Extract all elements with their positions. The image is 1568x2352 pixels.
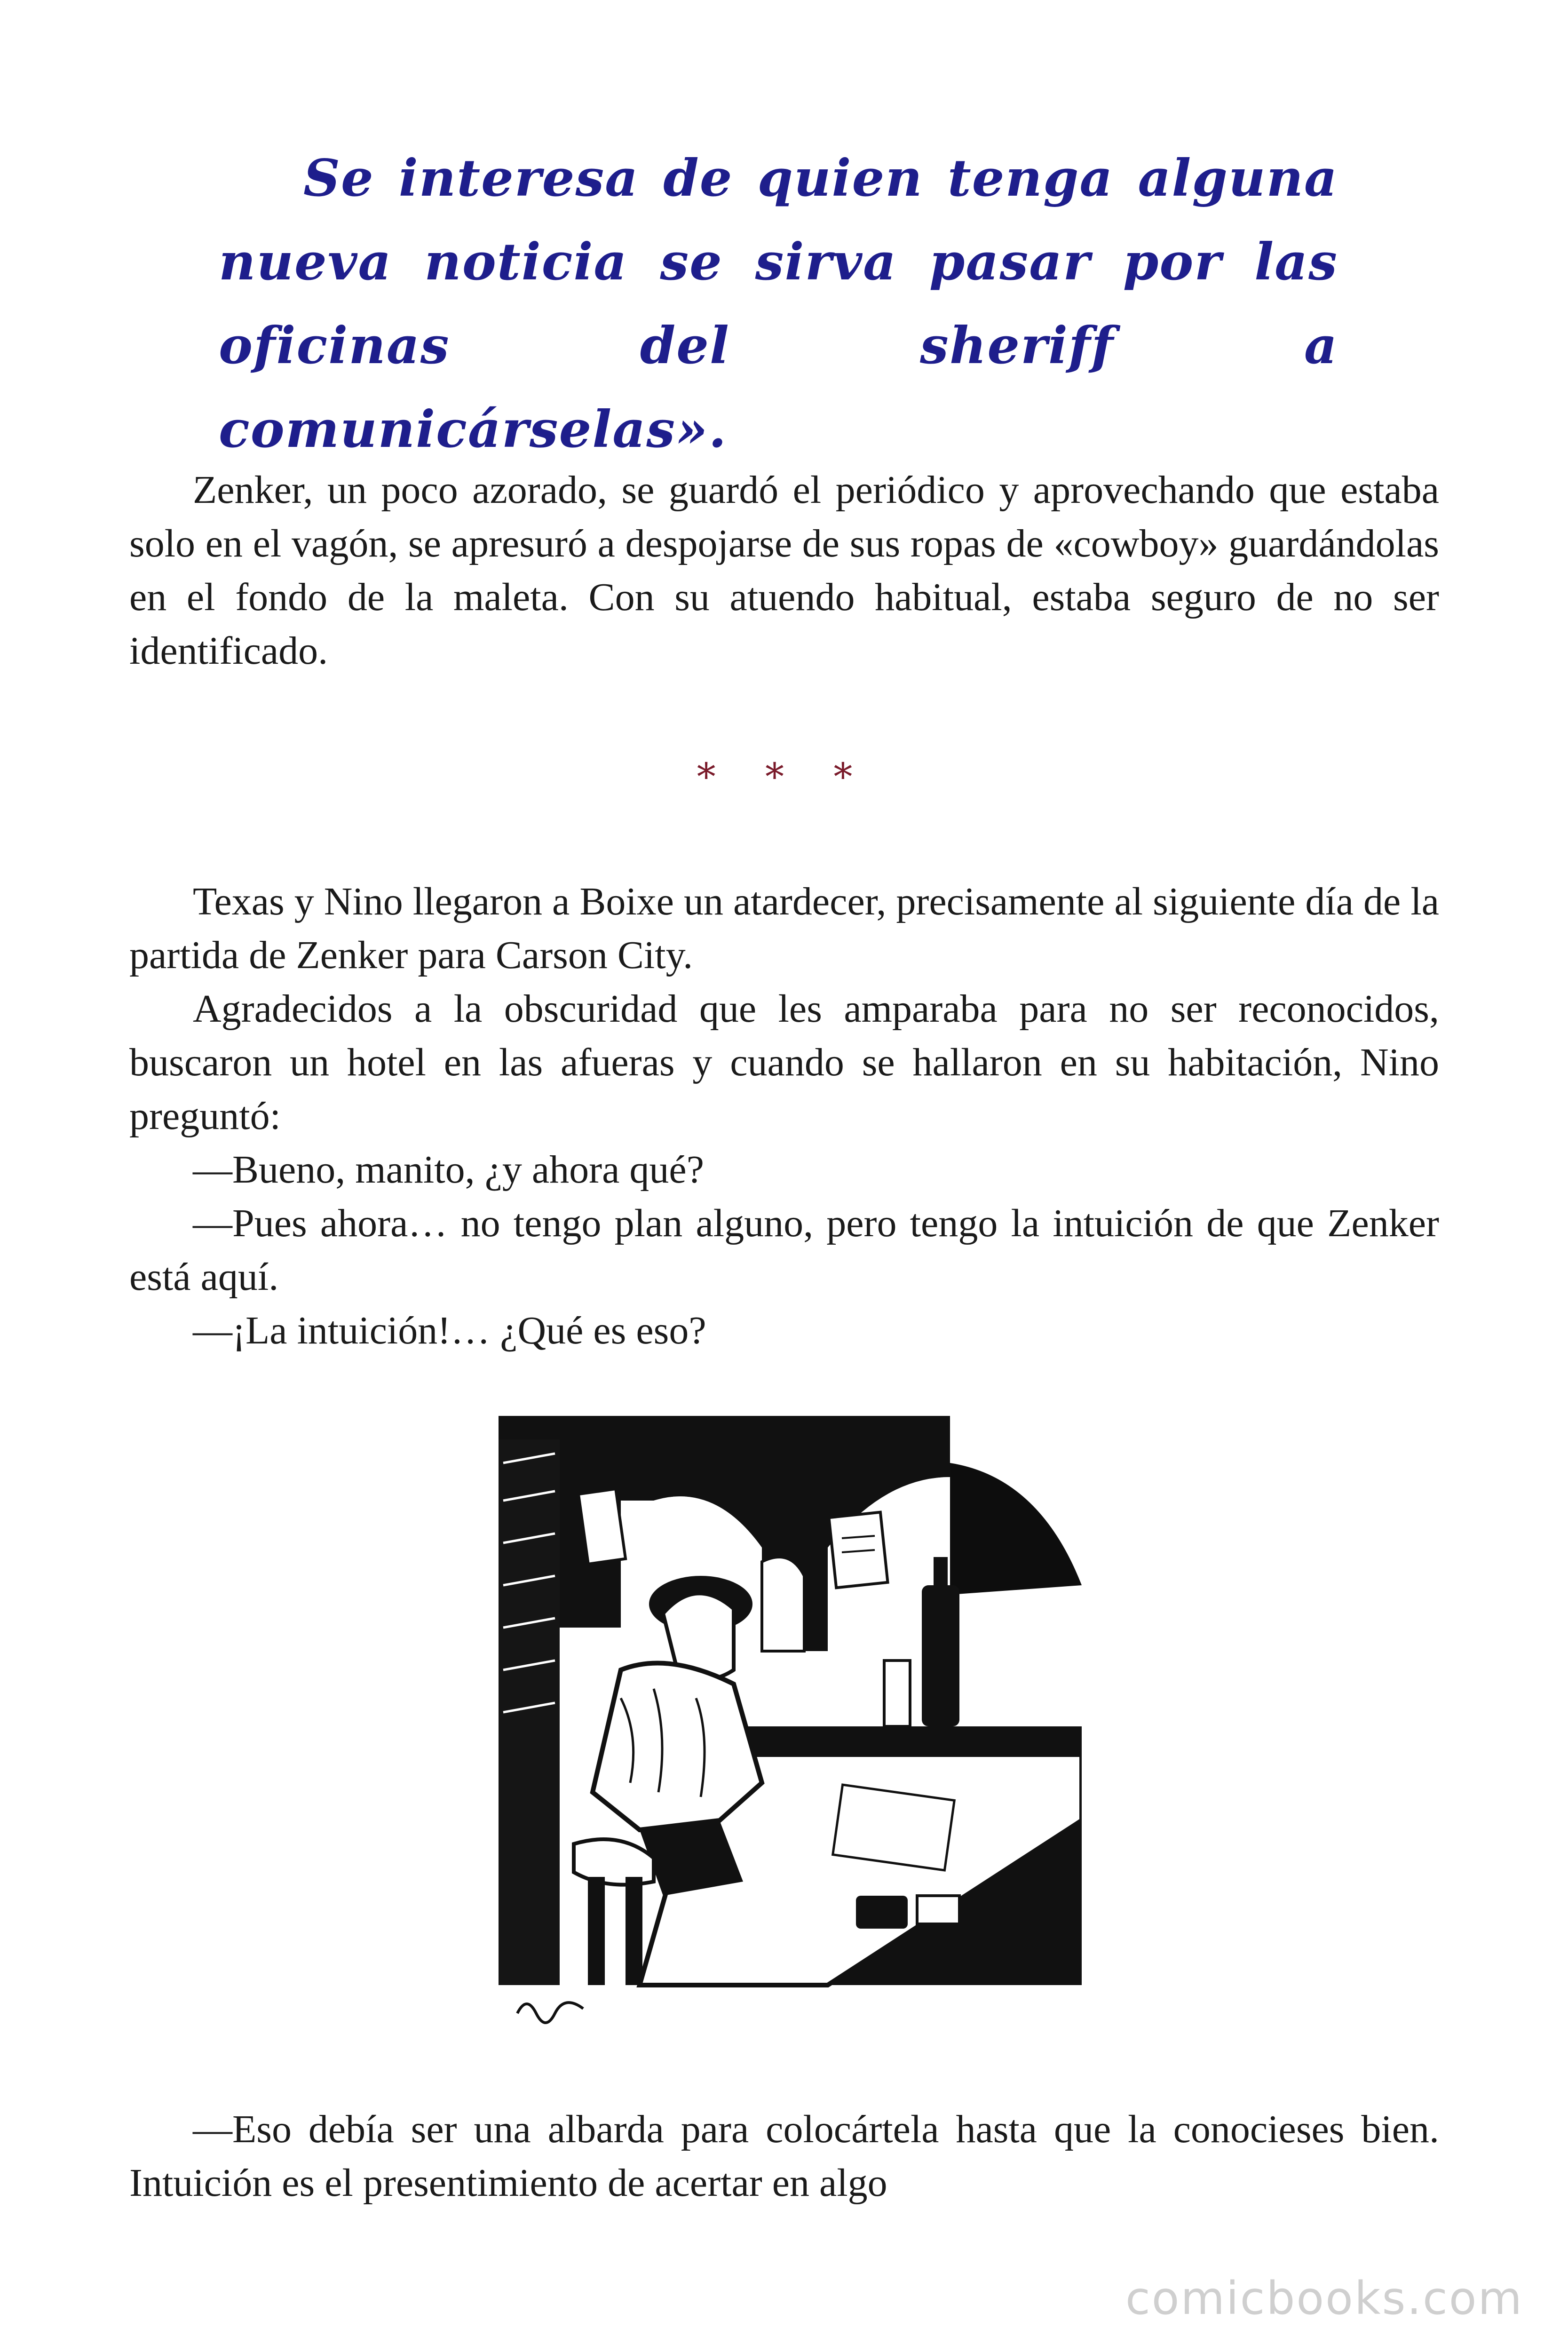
dialogue-line: —Pues ahora… no tengo plan alguno, pero tengo la intuición de que Zenker está aquí. xyxy=(129,1201,1439,1299)
watermark-text: comicbooks.com xyxy=(1125,2272,1523,2325)
paragraph-block-middle xyxy=(129,875,1439,1358)
paragraph: Texas y Nino llegaron a Boixe un atardecer, precisamente al siguiente día de la partida de Zenker para Carson City. xyxy=(129,880,1439,977)
paragraph-block-top xyxy=(129,463,1439,678)
dialogue-line: —Bueno, manito, ¿y ahora qué? xyxy=(193,1148,704,1192)
dialogue-line: —Eso debía ser una albarda para colocártela hasta que la conocieses bien. Intuición es el presentimiento de acertar en algo xyxy=(129,2107,1439,2205)
paragraph: Agradecidos a la obscuridad que les amparaba para no ser reconocidos, buscaron un hotel en las afueras y cuando se hallaron en su habitación, Nino preguntó: xyxy=(129,987,1439,1138)
section-separator: * * * xyxy=(697,755,871,799)
script-quote: Se interesa de quien tenga alguna nueva noticia se sirva pasar por las oficinas del sheriff a comunicárselas». xyxy=(219,149,1338,459)
bar-scene-illustration xyxy=(499,1406,1082,2056)
paragraph: Zenker, un poco azorado, se guardó el periódico y aprovechando que estaba solo en el vagón, se apresuró a despojarse de sus ropas de «cowboy» guardándolas en el fondo de la maleta. Con su atuendo habitual, estaba seguro de no ser identificado. xyxy=(129,468,1439,673)
dialogue-line: —¡La intuición!… ¿Qué es eso? xyxy=(193,1309,706,1352)
paragraph-block-bottom xyxy=(129,2103,1439,2210)
